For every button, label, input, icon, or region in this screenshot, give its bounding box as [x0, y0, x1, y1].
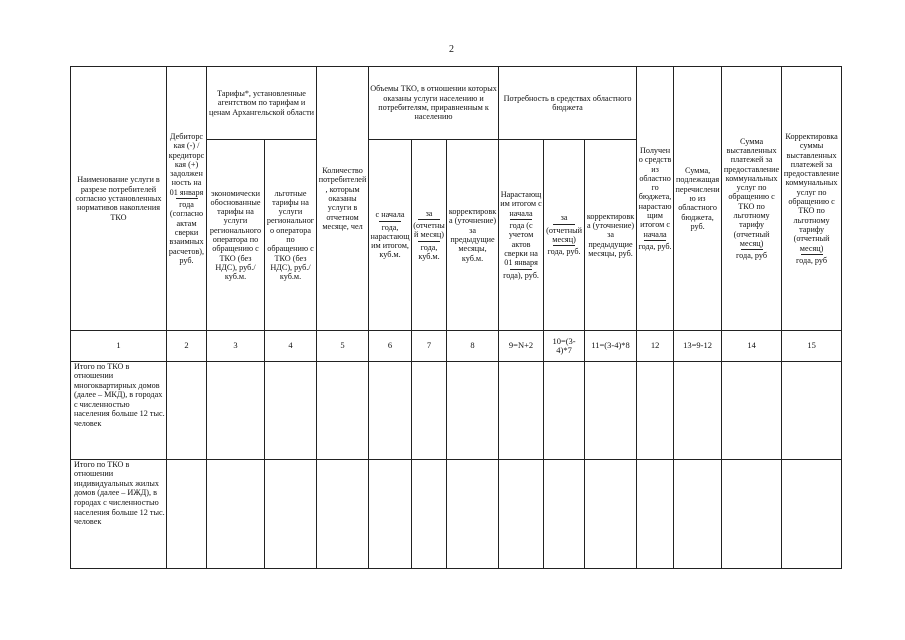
data-cell[interactable] [447, 459, 499, 568]
col-number: 11=(3-4)*8 [585, 331, 637, 361]
table-row [71, 361, 842, 459]
row-label-mkd: Итого по ТКО в отношении многоквартирных домов (далее – МКД), в городах с численностью населения больше 12 тыс. человек [71, 361, 167, 459]
data-cell[interactable] [412, 361, 447, 459]
header-col1: Наименование услуги в разрезе потребителей согласно установленных нормативов накопления ТКО [71, 67, 167, 331]
header-need-group: Потребность в средствах областного бюджета [499, 67, 637, 140]
data-cell[interactable] [722, 361, 782, 459]
row-label-izhd: Итого по ТКО в отношении индивидуальных жилых домов (далее – ИЖД), в городах с численностью населения больше 12 тыс. человек [71, 459, 167, 568]
col-number: 6 [369, 331, 412, 361]
blank-line [801, 254, 823, 255]
data-cell[interactable] [499, 459, 544, 568]
header-col15: Корректировка суммы выставленных платежей за предоставление коммунальных услуг по обращению с ТКО по льготному тарифу (отчетный месяц) года, руб [782, 67, 842, 331]
data-cell[interactable] [369, 361, 412, 459]
header-col9: Нарастающим итогом с начала года (с учетом актов сверки на 01 января года), руб. [499, 139, 544, 330]
header-volumes-group: Объемы ТКО, в отношении которых оказаны услуги населению и потребителям, приравненным к населению [369, 67, 499, 140]
blank-line [741, 249, 763, 250]
data-cell[interactable] [167, 459, 207, 568]
header-col4: льготные тарифы на услуги регионального оператора по обращению с ТКО (без НДС), руб./куб.м. [265, 139, 317, 330]
data-cell[interactable] [637, 361, 674, 459]
col-number: 3 [207, 331, 265, 361]
data-cell[interactable] [412, 459, 447, 568]
data-cell[interactable] [585, 459, 637, 568]
col-number: 1 [71, 331, 167, 361]
data-cell[interactable] [782, 459, 842, 568]
col-number: 14 [722, 331, 782, 361]
data-cell[interactable] [265, 459, 317, 568]
blank-line [379, 221, 401, 222]
header-col10: за (отчетный месяц) года, руб. [544, 139, 585, 330]
col-number: 10=(3-4)*7 [544, 331, 585, 361]
col-number: 2 [167, 331, 207, 361]
blank-line [553, 245, 575, 246]
data-cell[interactable] [265, 361, 317, 459]
blank-line [418, 219, 440, 220]
data-cell[interactable] [722, 459, 782, 568]
header-col7: за (отчетный месяц) года, куб.м. [412, 139, 447, 330]
page-number: 2 [449, 44, 454, 55]
col-number: 13=9-12 [674, 331, 722, 361]
data-cell[interactable] [782, 361, 842, 459]
table-row [71, 459, 842, 568]
header-col13: Сумма, подлежащая перечислению из областного бюджета, руб. [674, 67, 722, 331]
data-cell[interactable] [447, 361, 499, 459]
data-cell[interactable] [499, 361, 544, 459]
col-number: 8 [447, 331, 499, 361]
data-cell[interactable] [207, 459, 265, 568]
header-tariffs-group: Тарифы*, установленные агентством по тарифам и ценам Архангельской области [207, 67, 317, 140]
data-cell[interactable] [369, 459, 412, 568]
col-number: 7 [412, 331, 447, 361]
data-cell[interactable] [317, 361, 369, 459]
header-col11: корректировка (уточнение) за предыдущие месяцы, руб. [585, 139, 637, 330]
blank-line [553, 224, 575, 225]
data-cell[interactable] [317, 459, 369, 568]
data-cell[interactable] [585, 361, 637, 459]
col-number: 12 [637, 331, 674, 361]
data-cell[interactable] [674, 459, 722, 568]
blank-line [510, 269, 532, 270]
col-number: 15 [782, 331, 842, 361]
data-cell[interactable] [167, 361, 207, 459]
col-number: 4 [265, 331, 317, 361]
blank-line [644, 240, 666, 241]
data-cell[interactable] [637, 459, 674, 568]
blank-line [418, 241, 440, 242]
header-col8: корректировка (уточнение) за предыдущие месяцы, куб.м. [447, 139, 499, 330]
header-col14: Сумма выставленных платежей за предоставление коммунальных услуг по обращению с ТКО по льготному тарифу (отчетный месяц) года, руб [722, 67, 782, 331]
header-col2: Дебиторская (-) / кредиторская (+) задолженность на 01 января года (согласно актам сверки взаимных расчетов), руб. [167, 67, 207, 331]
data-cell[interactable] [674, 361, 722, 459]
data-cell[interactable] [544, 459, 585, 568]
blank-line [510, 219, 532, 220]
data-cell[interactable] [207, 361, 265, 459]
header-col12: Получено средств из областного бюджета, нарастающим итогом с начала года, руб. [637, 67, 674, 331]
header-col6: с начала года, нарастающим итогом, куб.м. [369, 139, 412, 330]
col-number: 9=N+2 [499, 331, 544, 361]
col-number: 5 [317, 331, 369, 361]
header-col3: экономически обоснованные тарифы на услуги регионального оператора по обращению с ТКО (без НДС), руб./куб.м. [207, 139, 265, 330]
header-col5: Количество потребителей, которым оказаны услуги в отчетном месяце, чел [317, 67, 369, 331]
report-table [70, 66, 842, 569]
data-cell[interactable] [544, 361, 585, 459]
blank-line [176, 198, 198, 199]
